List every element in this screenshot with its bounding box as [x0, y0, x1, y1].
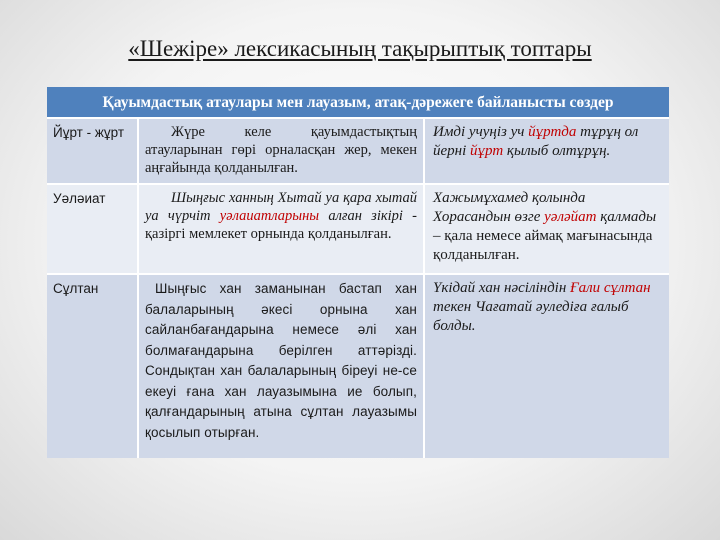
- highlight-word: йұртда: [528, 124, 577, 140]
- description-cell: Шыңғыс ханның Хытай уа қара хытай уа чүрчіт уәлаиатларыны алған зікірі - қазіргі мемлекет орнында қолданылған.: [138, 184, 424, 274]
- table-row: [47, 274, 669, 458]
- table-row: [47, 184, 669, 274]
- table-row: [47, 118, 669, 184]
- highlight-word: уәлаиатларыны: [219, 208, 320, 224]
- highlight-word: уәләйат: [544, 209, 597, 225]
- term-cell: Сұлтан: [47, 274, 138, 458]
- highlight-word: Ғали сұлтан: [570, 280, 651, 296]
- slide-title: «Шежіре» лексикасының тақырыптық топтары: [128, 36, 592, 61]
- description-cell: Шыңғыс хан заманынан бастап хан балаларының әкесі орнына хан сайланбағандарына немесе әлі хан болмағандарына берілген аттәрізді. Сондықтан хан балаларының біреуі не-се екеуі ғана хан лауазымына ие болып, қалғандарының атына сұлтан лауазымы қосылып отырған.: [138, 274, 424, 458]
- term-cell: Уәләиат: [47, 184, 138, 274]
- lexicon-table: [47, 87, 669, 458]
- highlight-word: йұрт: [470, 143, 504, 159]
- example-cell: Имді учуңіз уч йұртда тұрұң ол йерні йұрт қылыб олтұрұң.: [424, 118, 669, 184]
- description-cell: Жүре келе қауымдастықтың атауларынан гөрі орналасқан жер, мекен аңғайында қолданылған.: [138, 118, 424, 184]
- example-cell: Хажымұхамед қолында Хорасандын өзге уәләйат қалмады – қала немесе аймақ мағынасында қолданылған.: [424, 184, 669, 274]
- example-cell: Үкідай хан нәсіліндін Ғали сұлтан текен Чағатай әуледіға ғалыб болды.: [424, 274, 669, 458]
- term-cell: Йұрт - жұрт: [47, 118, 138, 184]
- table-header: Қауымдастық атаулары мен лауазым, атақ-дәрежеге байланысты сөздер: [47, 87, 669, 118]
